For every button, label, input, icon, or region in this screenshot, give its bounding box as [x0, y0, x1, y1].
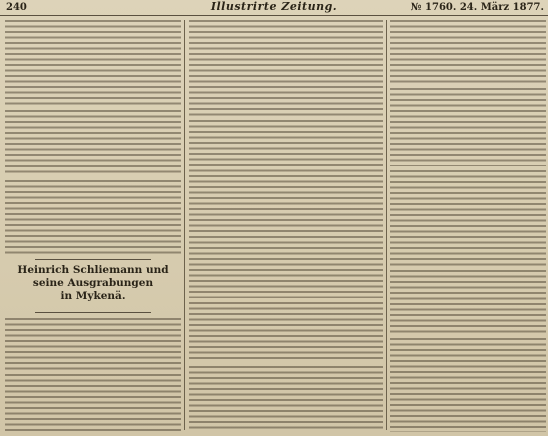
masthead: Illustrirte Zeitung.: [210, 0, 338, 13]
text-block: [390, 20, 546, 84]
text-block: [189, 20, 383, 116]
text-block: [189, 120, 383, 232]
article-title: Heinrich Schliemann und seine Ausgrabungen: [17, 264, 169, 289]
column-rule: [184, 20, 185, 430]
column-middle: [189, 20, 383, 432]
page-number: 240: [6, 2, 27, 13]
text-block: [5, 318, 181, 370]
text-block: [189, 366, 383, 432]
article-heading: [5, 264, 181, 308]
text-block: [390, 270, 546, 334]
text-block: [390, 88, 546, 166]
column-left: [5, 20, 181, 432]
page-header: [0, 0, 548, 16]
text-block: [189, 302, 383, 362]
article-title-place: in Mykenä.: [60, 290, 126, 302]
text-block: [189, 236, 383, 298]
text-block: [5, 374, 181, 432]
text-block: [390, 170, 546, 266]
article-separator: [35, 259, 151, 260]
text-block: [5, 110, 181, 176]
text-block: [390, 338, 546, 432]
text-block: [5, 180, 181, 254]
article-separator: [35, 312, 151, 313]
column-right: [390, 20, 546, 432]
text-block: [5, 20, 181, 106]
issue-number-date: № 1760. 24. März 1877.: [410, 2, 544, 13]
column-rule: [386, 20, 387, 430]
